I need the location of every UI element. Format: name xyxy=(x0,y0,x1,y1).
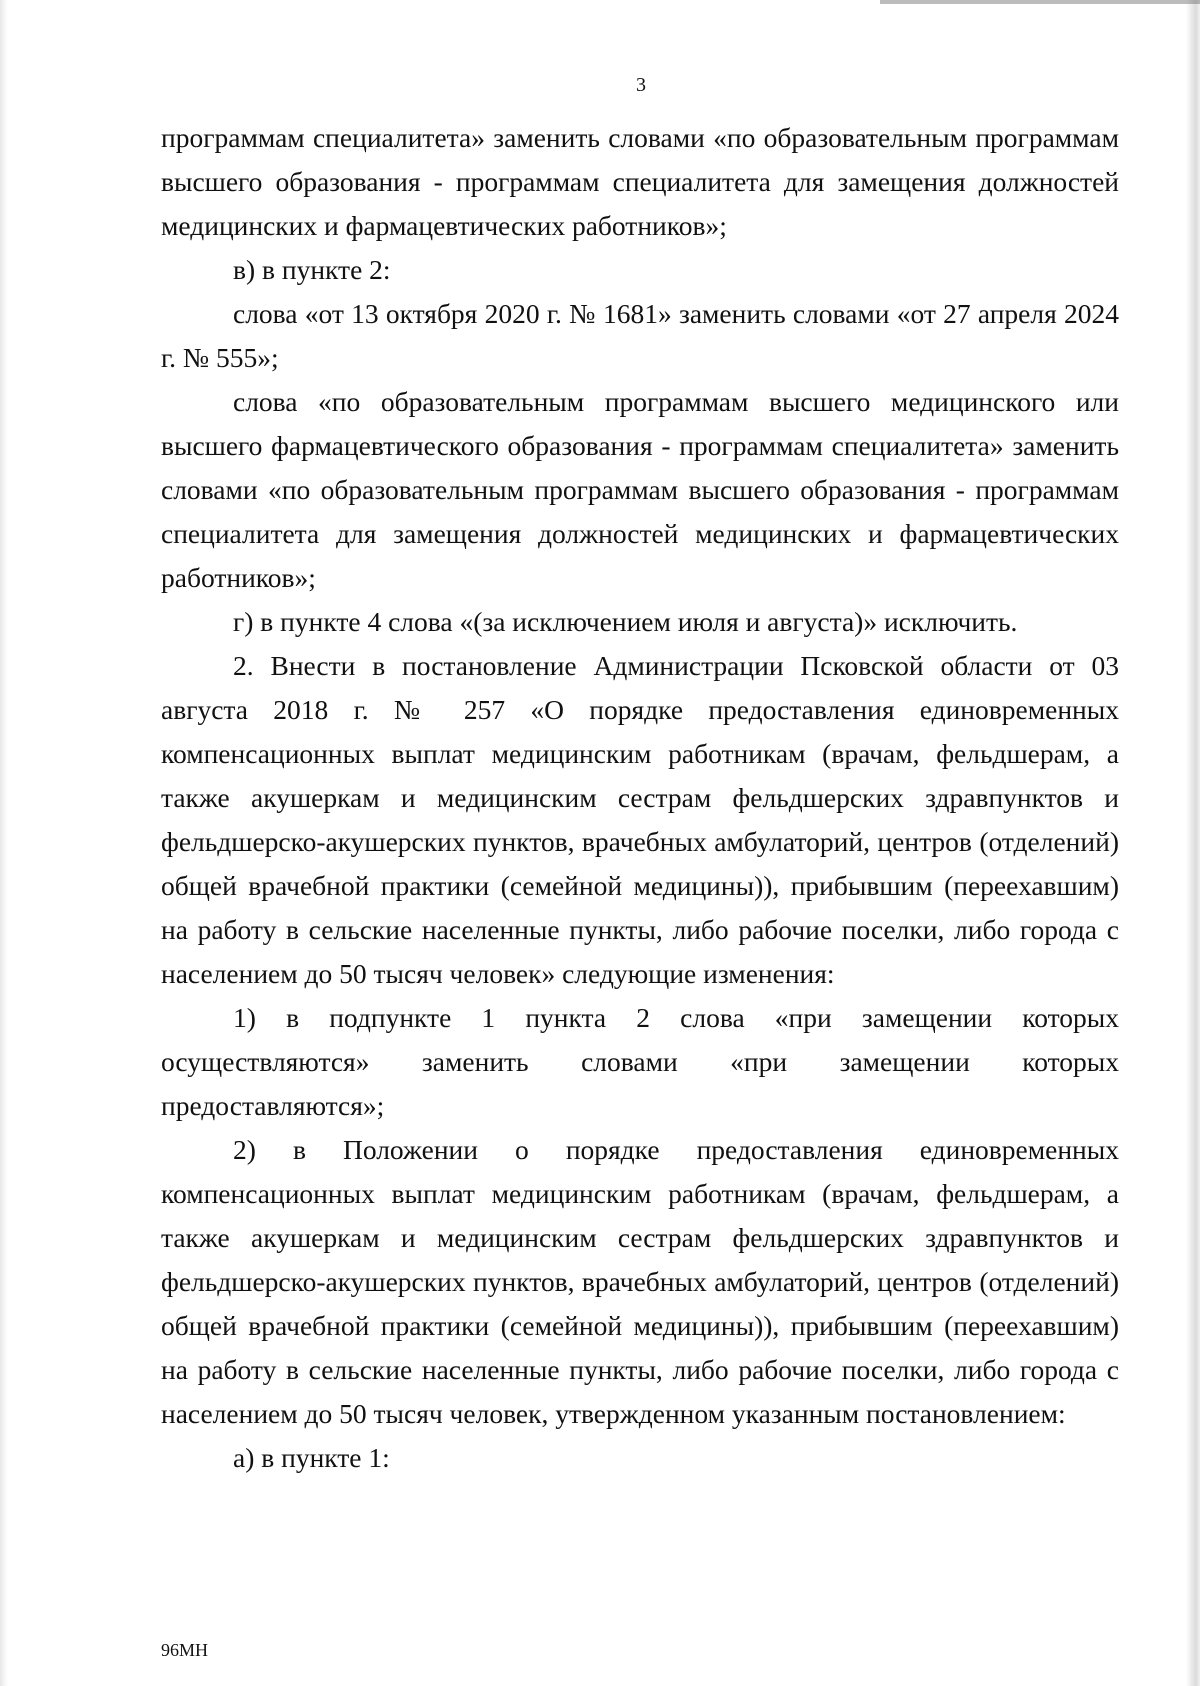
paragraph: 1) в подпункте 1 пункта 2 слова «при замещении которых осуществляются» заменить словами «при замещении которых предоставляются»; xyxy=(161,1002,1119,1121)
scan-left-edge xyxy=(0,0,8,1686)
paragraph: слова «от 13 октября 2020 г. № 1681» заменить словами «от 27 апреля 2024 г. № 555»; xyxy=(161,298,1119,373)
scan-right-edge xyxy=(1186,0,1200,1686)
paragraph: слова «по образовательным программам высшего медицинского или высшего фармацевтического образования - программам специалитета» заменить словами «по образовательным программам высшего образования - программам специалитета для замещения должностей медицинских и фармацевтических работников»; xyxy=(161,386,1119,593)
paragraph: а) в пункте 1: xyxy=(233,1442,390,1473)
paragraph: г) в пункте 4 слова «(за исключением июля и августа)» исключить. xyxy=(233,606,1018,637)
paragraph: 2) в Положении о порядке предоставления единовременных компенсационных выплат медицинским работникам (врачам, фельдшерам, а также акушеркам и медицинским сестрам фельдшерских здравпунктов и фельдшерско-акушерских пунктов, врачебных амбулаторий, центров (отделений) общей врачебной практики (семейной медицины)), прибывшим (переехавшим) на работу в сельские населенные пункты, либо рабочие поселки, либо города с населением до 50 тысяч человек, утвержденном указанным постановлением: xyxy=(161,1134,1119,1429)
page-number: 3 xyxy=(636,74,646,96)
paragraph: программам специалитета» заменить словами «по образовательным программам высшего образования - программам специалитета для замещения должностей медицинских и фармацевтических работников»; xyxy=(161,122,1119,241)
scan-top-edge xyxy=(880,0,1200,4)
document-code: 96МН xyxy=(161,1640,209,1660)
paragraph: 2. Внести в постановление Администрации Псковской области от 03 августа 2018 г. № 257 «О порядке предоставления единовременных компенсационных выплат медицинским работникам (врачам, фельдшерам, а также акушеркам и медицинским сестрам фельдшерских здравпунктов и фельдшерско-акушерских пунктов, врачебных амбулаторий, центров (отделений) общей врачебной практики (семейной медицины)), прибывшим (переехавшим) на работу в сельские населенные пункты, либо рабочие поселки, либо города с населением до 50 тысяч человек» следующие изменения: xyxy=(161,650,1119,989)
document-body xyxy=(161,116,1119,1480)
paragraph: в) в пункте 2: xyxy=(233,254,391,285)
